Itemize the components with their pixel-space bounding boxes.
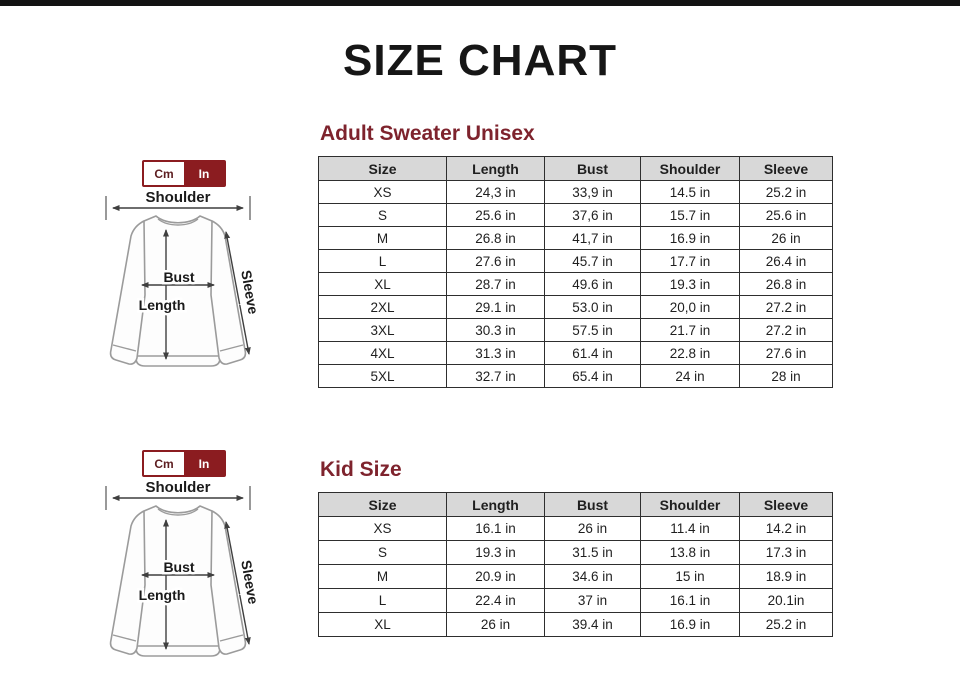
length-cell: 26 in	[447, 613, 545, 637]
size-row-xs	[319, 181, 833, 204]
page-title: SIZE CHART	[343, 36, 617, 85]
length-cell: 29.1 in	[447, 296, 545, 319]
bust-label: Bust	[163, 269, 195, 285]
length-cell: 31.3 in	[447, 342, 545, 365]
sleeve-cell: 14.2 in	[740, 517, 833, 541]
size-cell: XS	[319, 517, 447, 541]
sleeve-cell: 18.9 in	[740, 565, 833, 589]
shoulder-label: Shoulder	[145, 480, 211, 496]
shoulder-cell: 11.4 in	[641, 517, 740, 541]
shoulder-cell: 20,0 in	[641, 296, 740, 319]
kid-section-heading: Kid Size	[320, 458, 402, 481]
column-header-sleeve: Sleeve	[740, 157, 833, 181]
bust-cell: 53.0 in	[545, 296, 641, 319]
adult-header-row	[319, 157, 833, 181]
shoulder-cell: 16.9 in	[641, 227, 740, 250]
column-header-size: Size	[319, 493, 447, 517]
kid-size-table	[318, 492, 833, 637]
bust-cell: 37,6 in	[545, 204, 641, 227]
length-cell: 26.8 in	[447, 227, 545, 250]
size-row-l	[319, 589, 833, 613]
in-button[interactable]: In	[184, 452, 224, 475]
length-cell: 28.7 in	[447, 273, 545, 296]
unit-toggle-adult[interactable]	[142, 160, 226, 187]
size-row-3xl	[319, 319, 833, 342]
size-cell: M	[319, 227, 447, 250]
size-row-xl	[319, 613, 833, 637]
length-cell: 16.1 in	[447, 517, 545, 541]
size-cell: XS	[319, 181, 447, 204]
size-row-5xl	[319, 365, 833, 388]
sleeve-cell: 26.4 in	[740, 250, 833, 273]
adult-size-table	[318, 156, 833, 388]
column-header-bust: Bust	[545, 157, 641, 181]
size-row-4xl	[319, 342, 833, 365]
length-cell: 22.4 in	[447, 589, 545, 613]
adult-section-heading: Adult Sweater Unisex	[320, 122, 535, 145]
bust-cell: 34.6 in	[545, 565, 641, 589]
bust-label: Bust	[163, 559, 195, 575]
length-label: Length	[138, 587, 186, 603]
length-cell: 30.3 in	[447, 319, 545, 342]
size-cell: XL	[319, 273, 447, 296]
bust-cell: 37 in	[545, 589, 641, 613]
size-cell: 5XL	[319, 365, 447, 388]
sleeve-label: Sleeve	[238, 268, 262, 316]
size-row-2xl	[319, 296, 833, 319]
sleeve-cell: 27.6 in	[740, 342, 833, 365]
size-row-s	[319, 541, 833, 565]
length-label: Length	[138, 297, 186, 313]
bust-cell: 61.4 in	[545, 342, 641, 365]
length-cell: 32.7 in	[447, 365, 545, 388]
shoulder-cell: 21.7 in	[641, 319, 740, 342]
sweater-body-outline	[136, 216, 220, 366]
shoulder-cell: 22.8 in	[641, 342, 740, 365]
shoulder-cell: 15.7 in	[641, 204, 740, 227]
cm-button[interactable]: Cm	[144, 452, 184, 475]
length-cell: 19.3 in	[447, 541, 545, 565]
sleeve-cell: 20.1in	[740, 589, 833, 613]
unit-toggle-kid[interactable]	[142, 450, 226, 477]
sleeve-cell: 27.2 in	[740, 319, 833, 342]
sleeve-cell: 25.6 in	[740, 204, 833, 227]
size-cell: 4XL	[319, 342, 447, 365]
size-row-l	[319, 250, 833, 273]
size-row-m	[319, 227, 833, 250]
sleeve-cell: 27.2 in	[740, 296, 833, 319]
size-cell: L	[319, 250, 447, 273]
column-header-length: Length	[447, 493, 545, 517]
sleeve-cell: 26 in	[740, 227, 833, 250]
shoulder-cell: 16.9 in	[641, 613, 740, 637]
shoulder-cell: 16.1 in	[641, 589, 740, 613]
length-cell: 24,3 in	[447, 181, 545, 204]
size-row-xs	[319, 517, 833, 541]
kid-header-row	[319, 493, 833, 517]
size-cell: XL	[319, 613, 447, 637]
shoulder-cell: 13.8 in	[641, 541, 740, 565]
sleeve-cell: 25.2 in	[740, 613, 833, 637]
sleeve-cell: 28 in	[740, 365, 833, 388]
column-header-shoulder: Shoulder	[641, 493, 740, 517]
bust-cell: 65.4 in	[545, 365, 641, 388]
shoulder-cell: 15 in	[641, 565, 740, 589]
length-cell: 27.6 in	[447, 250, 545, 273]
bust-cell: 45.7 in	[545, 250, 641, 273]
size-cell: 3XL	[319, 319, 447, 342]
sleeve-cell: 25.2 in	[740, 181, 833, 204]
size-cell: M	[319, 565, 447, 589]
in-button[interactable]: In	[184, 162, 224, 185]
cm-button[interactable]: Cm	[144, 162, 184, 185]
sleeve-label: Sleeve	[238, 558, 262, 606]
sleeve-cell: 26.8 in	[740, 273, 833, 296]
shoulder-cell: 17.7 in	[641, 250, 740, 273]
kid-sweater-measurement-diagram	[96, 480, 266, 685]
bust-cell: 41,7 in	[545, 227, 641, 250]
shoulder-cell: 14.5 in	[641, 181, 740, 204]
bust-cell: 33,9 in	[545, 181, 641, 204]
length-cell: 20.9 in	[447, 565, 545, 589]
size-row-m	[319, 565, 833, 589]
column-header-sleeve: Sleeve	[740, 493, 833, 517]
size-row-s	[319, 204, 833, 227]
sleeve-cell: 17.3 in	[740, 541, 833, 565]
size-cell: 2XL	[319, 296, 447, 319]
column-header-bust: Bust	[545, 493, 641, 517]
length-cell: 25.6 in	[447, 204, 545, 227]
bust-cell: 57.5 in	[545, 319, 641, 342]
bust-cell: 49.6 in	[545, 273, 641, 296]
column-header-length: Length	[447, 157, 545, 181]
bust-cell: 31.5 in	[545, 541, 641, 565]
bust-cell: 39.4 in	[545, 613, 641, 637]
sweater-body-outline	[136, 506, 220, 656]
shoulder-cell: 19.3 in	[641, 273, 740, 296]
adult-sweater-measurement-diagram	[96, 190, 266, 395]
shoulder-cell: 24 in	[641, 365, 740, 388]
shoulder-label: Shoulder	[145, 190, 211, 206]
size-row-xl	[319, 273, 833, 296]
top-border-bar	[0, 0, 960, 6]
size-cell: S	[319, 204, 447, 227]
size-cell: S	[319, 541, 447, 565]
bust-cell: 26 in	[545, 517, 641, 541]
size-cell: L	[319, 589, 447, 613]
column-header-size: Size	[319, 157, 447, 181]
column-header-shoulder: Shoulder	[641, 157, 740, 181]
